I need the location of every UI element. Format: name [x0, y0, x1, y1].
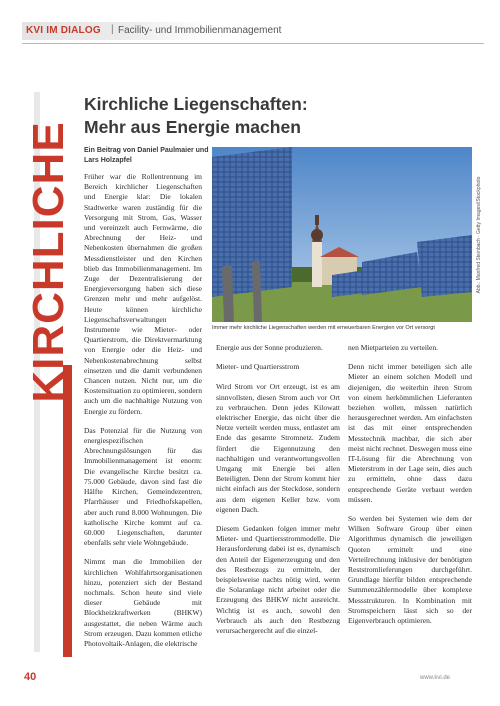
col1-paragraph-1: Früher war die Rollentrennung im Bereich kirchlicher Liegenschaften und Energie klar: Die lokalen Stadtwerke waren zuständig für die Versorgung mit Strom, Gas, Wasser und vereinzelt auch Fernwärme, die Abrechnung der Heiz- und Nebenkosten übernahmen die großen Messdienstleister und den Kirchen blieb das Immobilienmanagement. Im Zuge der Dezentralisierung der Energieversorgung haben sich diese Grenzen mehr und mehr aufgelöst. Heute können kirchliche Liegenschaftsverwaltungen Instrumente wie Mieter- oder Quartierstrom, die Direktvermarktung von Energie oder die Heiz- und Nebenkostenabrechnung selbst einsetzen und die damit verbundenen Chancen nutzen. Nicht nur, um die Kostensituation zu optimieren, sondern auch um die nachhaltige Nutzung von Energie zu fördern. [84, 172, 202, 416]
header-section: Facility- und Immobilienmanagement [118, 25, 282, 36]
article-title-line2: Mehr aus Energie machen [84, 117, 301, 137]
col2-paragraph-2: Diesem Gedanken folgen immer mehr Mieter- und Quartiersstrommodelle. Die Herausforderung dabei ist es, dynamisch den Anteil der Eigenerzeugung und den des Restbezugs zu ermitteln, der beispielsweise nachts nötig wird, wenn die Solaranlage nicht arbeitet oder die Erzeugung des BHKW nicht ausreicht. Wichtig ist es auch, sowohl den Verbrauch als auch den Restbezug verursachergerecht auf die einzel- [216, 524, 340, 636]
byline-line1: Ein Beitrag von Daniel Paulmaier und [84, 147, 209, 154]
solar-church-illustration [212, 147, 472, 322]
page-header [22, 22, 484, 44]
photo-credit-text: Abb.: Manfred Steinbach · Getty Images/iStockphoto [476, 176, 482, 294]
col3-paragraph-3: So werden bei Systemen wie dem der Wilken Software Group über einen Algorithmus dynamisch die jeweiligen Quoten ermittelt und eine Verteilrechnung inklusive der benötigten Reststromlieferungen durchgeführt. Grundlage hierfür bilden entsprechende Summenzählermodelle über komplexe Messstrukturen. In Kombination mit Stromspeichern lässt sich so der Eigenverbrauch optimieren. [348, 514, 472, 626]
col1-paragraph-2: Das Potenzial für die Nutzung von energiespezifischen Abrechnungslösungen für das Immobilienmanagement ist enorm: Die evangelische Kirche besitzt ca. 75.000 Gebäude, davon sind fast die Hälfte Kirchen, Gemeindezentren, Pfarrhäuser und Friedhofskapellen, aber auch rund 8.000 Wohnungen. Die katholische Kirche kommt auf ca. 60.000 Liegenschaften, darunter ebenfalls sehr viele Wohngebäude. [84, 425, 202, 548]
header-separator: | [111, 24, 114, 35]
page-number: 40 [24, 671, 37, 683]
text-column-2 [216, 343, 340, 645]
col2-subheading: Mieter- und Quartiersstrom [216, 362, 300, 372]
footer-url: www.kvi.de [420, 675, 451, 681]
col1-paragraph-3: Nimmt man die Immobilien der kirchlichen Wohlfahrtsorganisationen hinzu, potenziert sich der Bestand nochmals. Schon heute sind viele dieser Gebäude mit Blockheizkraftwerken (BHKW) ausgestattet, die neben Wärme auch Strom erzeugen. Dazu kommen etliche Photovoltaik-Anlagen, die elektrische [84, 557, 202, 648]
col2-intro: Energie aus der Sonne produzieren. [216, 343, 323, 352]
article-title-line1: Kirchliche Liegenschaften: [84, 94, 308, 114]
photo-credit [474, 151, 484, 319]
col3-paragraph-1: nen Mietparteien zu verteilen. [348, 343, 438, 352]
text-column-1 [84, 172, 202, 658]
vertical-section-text: KIRCHLICHE [24, 121, 73, 403]
header-brand: KVI IM DIALOG [26, 25, 101, 36]
col3-paragraph-2: Denn nicht immer beteiligen sich alle Mieter an einem solchen Modell und diejenigen, die weiterhin ihren Strom von einem herkömmlichen Lieferanten beziehen wollen, müssen natürlich herausgerechnet werden. Am einfachsten ist das mit einer entsprechenden Messtechnik machbar, die sich aber meist nicht rechnet. Deswegen muss eine IT-Lösung für die Abrechnung von Mieterstrom in der Lage sein, dies auch zu ermitteln, ohne dass dazu entsprechende Geräte verbaut werden müssen. [348, 362, 472, 504]
article-title [84, 93, 314, 139]
vertical-section-label [26, 112, 72, 412]
solar-church-photo [212, 147, 472, 322]
article-byline [84, 146, 214, 166]
text-column-3 [348, 343, 472, 635]
col2-paragraph-1: Wird Strom vor Ort erzeugt, ist es am sinnvollsten, diesen Strom auch vor Ort zu verbrauchen. Denn jedes Kilowatt elektrischer Energie, das nicht über die Netze verteilt werden muss, entlastet am Ende das gesamte Stromnetz. Zudem fördert die Eigennutzung den nachhaltigen und verantwortungsvollen Umgang mit Energie bei allen Beteiligten. Denn der Strom kommt hier nicht einfach aus der Steckdose, sondern aus dem eigenen Keller bzw. vom eigenen Dach. [216, 382, 340, 514]
photo-caption: Immer mehr kirchliche Liegenschaften werden mit erneuerbaren Energien vor Ort versorgt [212, 325, 435, 331]
byline-line2: Lars Holzapfel [84, 157, 132, 164]
